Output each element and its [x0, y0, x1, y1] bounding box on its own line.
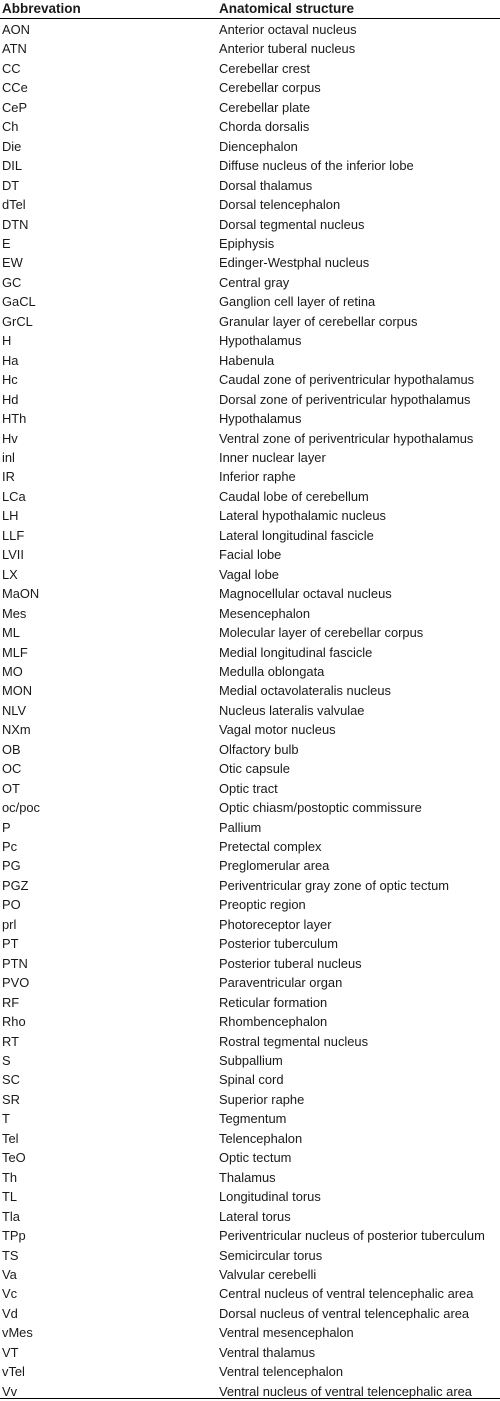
- table-row: [0, 1051, 500, 1070]
- table-row: [0, 740, 500, 759]
- table-row: [0, 390, 500, 409]
- structure-cell: Anterior octaval nucleus: [219, 22, 357, 37]
- table-row: [0, 1284, 500, 1303]
- abbreviation-cell: T: [2, 1111, 10, 1127]
- structure-cell: Optic tract: [219, 780, 278, 796]
- table-row: [0, 1012, 500, 1031]
- abbreviation-cell: Hv: [2, 430, 18, 446]
- table-row: [0, 1362, 500, 1381]
- structure-cell: Anterior tuberal nucleus: [219, 41, 356, 57]
- structure-cell: Ventral telencephalon: [219, 1364, 343, 1380]
- structure-cell: Dorsal thalamus: [219, 177, 313, 193]
- table-bottom-rule: [0, 1398, 500, 1399]
- structure-cell: Reticular formation: [219, 994, 328, 1010]
- structure-cell: Pretectal complex: [219, 839, 322, 855]
- table-row: [0, 273, 500, 292]
- structure-cell: Otic capsule: [219, 761, 290, 777]
- structure-cell: Ventral nucleus of ventral telencephalic area: [219, 1383, 472, 1399]
- structure-cell: Caudal zone of periventricular hypothalamus: [219, 372, 475, 388]
- abbreviation-cell: prl: [2, 916, 17, 932]
- abbreviation-cell: inl: [2, 449, 15, 465]
- table-row: [0, 1032, 500, 1051]
- abbreviation-cell: PG: [2, 858, 21, 874]
- abbreviation-cell: E: [2, 235, 11, 251]
- structure-cell: Dorsal nucleus of ventral telencephalic area: [219, 1305, 470, 1321]
- abbreviation-cell: TL: [2, 1189, 18, 1205]
- abbreviation-cell: Mes: [2, 605, 27, 621]
- table-row: [0, 176, 500, 195]
- structure-cell: Olfactory bulb: [219, 741, 299, 757]
- abbreviation-cell: CCe: [2, 80, 28, 96]
- abbreviation-cell: S: [2, 1053, 11, 1069]
- abbreviation-cell: Rho: [2, 1014, 26, 1030]
- table-row: [0, 1187, 500, 1206]
- abbreviation-cell: MaON: [2, 586, 40, 602]
- abbreviation-cell: PTN: [2, 955, 28, 971]
- abbreviation-cell: MLF: [2, 644, 28, 660]
- table-row: [0, 818, 500, 837]
- abbreviation-cell: Ha: [2, 352, 19, 368]
- table-row: [0, 623, 500, 642]
- structure-cell: Ventral thalamus: [219, 1344, 316, 1360]
- abbreviation-cell: GC: [2, 274, 22, 290]
- header-abbreviation: Abbrevation: [0, 0, 217, 19]
- abbreviation-cell: EW: [2, 255, 23, 271]
- abbreviation-cell: DTN: [2, 216, 29, 232]
- structure-cell: Diffuse nucleus of the inferior lobe: [219, 158, 414, 174]
- structure-cell: Ganglion cell layer of retina: [219, 294, 376, 310]
- table-row: [0, 759, 500, 778]
- table-row: [0, 1323, 500, 1342]
- abbreviation-cell: Pc: [2, 839, 18, 855]
- structure-cell: Habenula: [219, 352, 275, 368]
- table-row: [0, 195, 500, 214]
- abbreviation-cell: IR: [2, 469, 15, 485]
- table-row: [0, 234, 500, 253]
- table-row: [0, 1070, 500, 1089]
- table-row: [0, 681, 500, 700]
- structure-cell: Cerebellar crest: [219, 60, 310, 76]
- table-row: [0, 1304, 500, 1323]
- structure-cell: Edinger-Westphal nucleus: [219, 255, 370, 271]
- table-row: [0, 526, 500, 545]
- table-row: [0, 1129, 500, 1148]
- abbreviation-cell: CC: [2, 60, 21, 76]
- abbreviation-cell: AON: [2, 22, 30, 37]
- table-row: [0, 545, 500, 564]
- table-row: [0, 856, 500, 875]
- structure-cell: Inner nuclear layer: [219, 449, 326, 465]
- structure-cell: Telencephalon: [219, 1130, 303, 1146]
- table-row: [0, 1207, 500, 1226]
- table-row: [0, 467, 500, 486]
- structure-cell: Optic chiasm/postoptic commissure: [219, 800, 422, 816]
- table-row: [0, 487, 500, 506]
- header-row: [0, 0, 500, 19]
- abbreviation-cell: dTel: [2, 197, 26, 213]
- abbreviation-cell: DT: [2, 177, 20, 193]
- abbreviation-cell: LX: [2, 566, 18, 582]
- abbreviation-cell: vTel: [2, 1364, 25, 1380]
- table-body: [0, 19, 500, 1401]
- table-row: [0, 876, 500, 895]
- table-row: [0, 1343, 500, 1362]
- table-row: [0, 720, 500, 739]
- abbreviation-cell: GrCL: [2, 313, 33, 329]
- structure-cell: Medulla oblongata: [219, 663, 325, 679]
- table-row: [0, 895, 500, 914]
- table-row: [0, 506, 500, 525]
- abbreviation-cell: MO: [2, 663, 23, 679]
- structure-cell: Ventral zone of periventricular hypothalamus: [219, 430, 474, 446]
- table-row: [0, 954, 500, 973]
- structure-cell: Vagal lobe: [219, 566, 279, 582]
- table-row: [0, 701, 500, 720]
- structure-cell: Lateral longitudinal fascicle: [219, 527, 374, 543]
- table-row: [0, 837, 500, 856]
- structure-cell: Lateral hypothalamic nucleus: [219, 508, 386, 524]
- table-row: [0, 584, 500, 603]
- abbreviation-cell: oc/poc: [2, 800, 40, 816]
- structure-cell: Tegmentum: [219, 1111, 287, 1127]
- structure-cell: Pallium: [219, 819, 262, 835]
- structure-cell: Diencephalon: [219, 138, 298, 154]
- table-row: [0, 604, 500, 623]
- table-row: [0, 915, 500, 934]
- abbreviation-cell: NLV: [2, 702, 27, 718]
- abbreviation-cell: PVO: [2, 975, 30, 991]
- structure-cell: Rhombencephalon: [219, 1014, 328, 1030]
- table-row: [0, 1148, 500, 1167]
- structure-cell: Hypothalamus: [219, 333, 302, 349]
- abbreviation-cell: Vd: [2, 1305, 18, 1321]
- abbreviation-cell: RT: [2, 1033, 19, 1049]
- table-row: [0, 448, 500, 467]
- table-row: [0, 409, 500, 428]
- structure-cell: Medial longitudinal fascicle: [219, 644, 373, 660]
- table-row: [0, 1265, 500, 1284]
- abbreviation-cell: LVII: [2, 547, 24, 563]
- table-row: [0, 137, 500, 156]
- structure-cell: Optic tectum: [219, 1150, 292, 1166]
- structure-cell: Facial lobe: [219, 547, 282, 563]
- structure-cell: Dorsal tegmental nucleus: [219, 216, 365, 232]
- table-row: [0, 117, 500, 136]
- header-anatomical-structure: Anatomical structure: [217, 0, 500, 19]
- table-row: [0, 370, 500, 389]
- abbreviation-cell: Th: [2, 1169, 18, 1185]
- table-row: [0, 156, 500, 175]
- abbreviation-cell: Tla: [2, 1208, 20, 1224]
- table-row: [0, 662, 500, 681]
- abbreviation-cell: CeP: [2, 99, 28, 115]
- abbreviation-cell: RF: [2, 994, 20, 1010]
- table-row: [0, 1246, 500, 1265]
- abbreviation-cell: OC: [2, 761, 22, 777]
- structure-cell: Dorsal telencephalon: [219, 197, 341, 213]
- structure-cell: Hypothalamus: [219, 411, 302, 427]
- structure-cell: Posterior tuberal nucleus: [219, 955, 362, 971]
- abbreviation-cell: TeO: [2, 1150, 26, 1166]
- abbreviation-cell: Vv: [2, 1383, 18, 1399]
- abbreviation-cell: SC: [2, 1072, 20, 1088]
- abbreviation-cell: Die: [2, 138, 22, 154]
- structure-cell: Molecular layer of cerebellar corpus: [219, 625, 424, 641]
- table-row: [0, 779, 500, 798]
- structure-cell: Central gray: [219, 274, 290, 290]
- abbreviation-cell: VT: [2, 1344, 19, 1360]
- table-row: [0, 643, 500, 662]
- structure-cell: Preoptic region: [219, 897, 306, 913]
- abbreviation-cell: PO: [2, 897, 21, 913]
- structure-cell: Magnocellular octaval nucleus: [219, 586, 392, 602]
- structure-cell: Subpallium: [219, 1053, 283, 1069]
- abbreviation-cell: HTh: [2, 411, 27, 427]
- structure-cell: Periventricular nucleus of posterior tuberculum: [219, 1228, 485, 1244]
- structure-cell: Vagal motor nucleus: [219, 722, 336, 738]
- table-row: [0, 973, 500, 992]
- structure-cell: Cerebellar corpus: [219, 80, 321, 96]
- abbreviation-cell: GaCL: [2, 294, 36, 310]
- abbreviation-cell: LCa: [2, 488, 26, 504]
- abbreviation-cell: TPp: [2, 1228, 26, 1244]
- abbreviation-cell: P: [2, 819, 11, 835]
- table-row: [0, 331, 500, 350]
- abbreviation-cell: TS: [2, 1247, 19, 1263]
- abbreviation-cell: H: [2, 333, 12, 349]
- table-row: [0, 993, 500, 1012]
- table-row: [0, 59, 500, 78]
- abbreviation-cell: Hc: [2, 372, 18, 388]
- abbreviation-cell: SR: [2, 1091, 20, 1107]
- table-row: [0, 1168, 500, 1187]
- structure-cell: Ventral mesencephalon: [219, 1325, 354, 1341]
- table-row: [0, 934, 500, 953]
- abbreviation-cell: vMes: [2, 1325, 33, 1341]
- abbreviation-cell: Hd: [2, 391, 19, 407]
- abbreviation-cell: OT: [2, 780, 20, 796]
- structure-cell: Photoreceptor layer: [219, 916, 332, 932]
- structure-cell: Chorda dorsalis: [219, 119, 310, 135]
- abbreviation-cell: DIL: [2, 158, 23, 174]
- abbreviation-cell: LH: [2, 508, 19, 524]
- table-row: [0, 215, 500, 234]
- abbreviation-cell: Vc: [2, 1286, 18, 1302]
- structure-cell: Granular layer of cerebellar corpus: [219, 313, 418, 329]
- abbreviation-cell: Ch: [2, 119, 19, 135]
- structure-cell: Caudal lobe of cerebellum: [219, 488, 369, 504]
- table-row: [0, 565, 500, 584]
- structure-cell: Inferior raphe: [219, 469, 296, 485]
- structure-cell: Nucleus lateralis valvulae: [219, 702, 365, 718]
- structure-cell: Preglomerular area: [219, 858, 330, 874]
- structure-cell: Rostral tegmental nucleus: [219, 1033, 369, 1049]
- table-row: [0, 351, 500, 370]
- table-row: [0, 798, 500, 817]
- structure-cell: Medial octavolateralis nucleus: [219, 683, 391, 699]
- structure-cell: Lateral torus: [219, 1208, 291, 1224]
- abbreviation-cell: Tel: [2, 1130, 19, 1146]
- abbreviation-cell: PT: [2, 936, 19, 952]
- structure-cell: Thalamus: [219, 1169, 276, 1185]
- abbreviation-cell: PGZ: [2, 877, 29, 893]
- abbreviation-cell: Va: [2, 1267, 17, 1282]
- structure-cell: Paraventricular organ: [219, 975, 343, 991]
- table-row: [0, 429, 500, 448]
- table-row: [0, 78, 500, 97]
- table-row: [0, 1109, 500, 1128]
- structure-cell: Longitudinal torus: [219, 1189, 321, 1205]
- structure-cell: Epiphysis: [219, 235, 275, 251]
- table-row: [0, 253, 500, 272]
- structure-cell: Cerebellar plate: [219, 99, 311, 115]
- abbreviation-cell: OB: [2, 741, 21, 757]
- table-header: [0, 0, 500, 19]
- abbreviation-cell: ATN: [2, 41, 27, 57]
- table-row: [0, 39, 500, 58]
- structure-cell: Periventricular gray zone of optic tectum: [219, 877, 449, 893]
- table-row: [0, 1090, 500, 1109]
- table-row: [0, 19, 500, 40]
- structure-cell: Superior raphe: [219, 1091, 305, 1107]
- table-row: [0, 312, 500, 331]
- abbreviation-cell: LLF: [2, 527, 25, 543]
- abbreviation-cell: ML: [2, 625, 20, 641]
- structure-cell: Central nucleus of ventral telencephalic area: [219, 1286, 474, 1302]
- table-row: [0, 98, 500, 117]
- structure-cell: Dorsal zone of periventricular hypothalamus: [219, 391, 471, 407]
- structure-cell: Semicircular torus: [219, 1247, 323, 1263]
- structure-cell: Valvular cerebelli: [219, 1267, 317, 1282]
- table-row: [0, 292, 500, 311]
- structure-cell: Mesencephalon: [219, 605, 311, 621]
- abbreviation-cell: MON: [2, 683, 33, 699]
- table-row: [0, 1226, 500, 1245]
- structure-cell: Posterior tuberculum: [219, 936, 338, 952]
- abbreviation-cell: NXm: [2, 722, 31, 738]
- structure-cell: Spinal cord: [219, 1072, 284, 1088]
